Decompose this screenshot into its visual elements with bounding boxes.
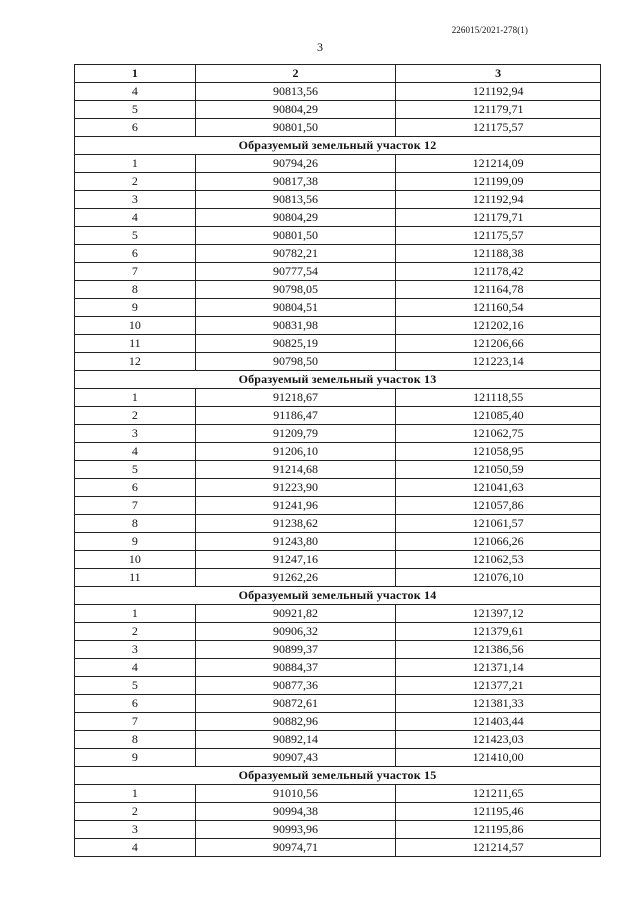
- y-coordinate-cell: 121076,10: [396, 569, 601, 587]
- table-row: [75, 83, 601, 101]
- x-coordinate-cell: 90825,19: [195, 335, 396, 353]
- point-number-cell: 7: [75, 713, 196, 731]
- point-number-cell: 6: [75, 479, 196, 497]
- y-coordinate-cell: 121057,86: [396, 497, 601, 515]
- table-row: [75, 695, 601, 713]
- x-coordinate-cell: 90801,50: [195, 227, 396, 245]
- x-coordinate-cell: 91223,90: [195, 479, 396, 497]
- point-number-cell: 3: [75, 425, 196, 443]
- point-number-cell: 4: [75, 443, 196, 461]
- point-number-cell: 7: [75, 263, 196, 281]
- y-coordinate-cell: 121202,16: [396, 317, 601, 335]
- y-coordinate-cell: 121206,66: [396, 335, 601, 353]
- table-row: [75, 407, 601, 425]
- y-coordinate-cell: 121214,57: [396, 839, 601, 857]
- point-number-cell: 7: [75, 497, 196, 515]
- y-coordinate-cell: 121160,54: [396, 299, 601, 317]
- table-row: [75, 425, 601, 443]
- y-coordinate-cell: 121403,44: [396, 713, 601, 731]
- table-row: [75, 731, 601, 749]
- point-number-cell: 5: [75, 677, 196, 695]
- point-number-cell: 1: [75, 389, 196, 407]
- section-header-row: [75, 137, 601, 155]
- point-number-cell: 1: [75, 605, 196, 623]
- x-coordinate-cell: 91262,26: [195, 569, 396, 587]
- table-row: [75, 659, 601, 677]
- x-coordinate-cell: 90794,26: [195, 155, 396, 173]
- point-number-cell: 2: [75, 407, 196, 425]
- table-row: [75, 119, 601, 137]
- y-coordinate-cell: 121188,38: [396, 245, 601, 263]
- table-row: [75, 191, 601, 209]
- table-row: [75, 677, 601, 695]
- y-coordinate-cell: 121192,94: [396, 83, 601, 101]
- y-coordinate-cell: 121061,57: [396, 515, 601, 533]
- x-coordinate-cell: 90782,21: [195, 245, 396, 263]
- point-number-cell: 4: [75, 209, 196, 227]
- point-number-cell: 3: [75, 191, 196, 209]
- coordinates-table: [74, 64, 601, 857]
- table-row: [75, 497, 601, 515]
- y-coordinate-cell: 121199,09: [396, 173, 601, 191]
- point-number-cell: 6: [75, 119, 196, 137]
- x-coordinate-cell: 91241,96: [195, 497, 396, 515]
- x-coordinate-cell: 90974,71: [195, 839, 396, 857]
- table-header-row: [75, 65, 601, 83]
- point-number-cell: 9: [75, 749, 196, 767]
- table-row: [75, 299, 601, 317]
- table-row: [75, 245, 601, 263]
- x-coordinate-cell: 91243,80: [195, 533, 396, 551]
- x-coordinate-cell: 91238,62: [195, 515, 396, 533]
- point-number-cell: 3: [75, 641, 196, 659]
- table-row: [75, 389, 601, 407]
- table-row: [75, 569, 601, 587]
- point-number-cell: 6: [75, 245, 196, 263]
- x-coordinate-cell: 90813,56: [195, 191, 396, 209]
- y-coordinate-cell: 121214,09: [396, 155, 601, 173]
- point-number-cell: 4: [75, 839, 196, 857]
- point-number-cell: 5: [75, 461, 196, 479]
- point-number-cell: 4: [75, 659, 196, 677]
- x-coordinate-cell: 91214,68: [195, 461, 396, 479]
- table-row: [75, 713, 601, 731]
- point-number-cell: 5: [75, 101, 196, 119]
- point-number-cell: 4: [75, 83, 196, 101]
- table-row: [75, 641, 601, 659]
- x-coordinate-cell: 90804,29: [195, 101, 396, 119]
- y-coordinate-cell: 121379,61: [396, 623, 601, 641]
- x-coordinate-cell: 90872,61: [195, 695, 396, 713]
- x-coordinate-cell: 90994,38: [195, 803, 396, 821]
- y-coordinate-cell: 121066,26: [396, 533, 601, 551]
- y-coordinate-cell: 121377,21: [396, 677, 601, 695]
- point-number-cell: 6: [75, 695, 196, 713]
- point-number-cell: 2: [75, 803, 196, 821]
- point-number-cell: 5: [75, 227, 196, 245]
- table-row: [75, 353, 601, 371]
- x-coordinate-cell: 91218,67: [195, 389, 396, 407]
- table-row: [75, 443, 601, 461]
- y-coordinate-cell: 121192,94: [396, 191, 601, 209]
- y-coordinate-cell: 121386,56: [396, 641, 601, 659]
- y-coordinate-cell: 121164,78: [396, 281, 601, 299]
- table-row: [75, 173, 601, 191]
- y-coordinate-cell: 121062,53: [396, 551, 601, 569]
- section-header-row: [75, 587, 601, 605]
- table-row: [75, 551, 601, 569]
- x-coordinate-cell: 90798,50: [195, 353, 396, 371]
- y-coordinate-cell: 121058,95: [396, 443, 601, 461]
- table-row: [75, 515, 601, 533]
- y-coordinate-cell: 121371,14: [396, 659, 601, 677]
- column-header: 1: [75, 65, 196, 83]
- table-row: [75, 461, 601, 479]
- table-row: [75, 263, 601, 281]
- x-coordinate-cell: 90817,38: [195, 173, 396, 191]
- x-coordinate-cell: 90884,37: [195, 659, 396, 677]
- table-row: [75, 785, 601, 803]
- section-title: Образуемый земельный участок 12: [75, 137, 601, 155]
- x-coordinate-cell: 90882,96: [195, 713, 396, 731]
- x-coordinate-cell: 90907,43: [195, 749, 396, 767]
- table-row: [75, 227, 601, 245]
- table-row: [75, 803, 601, 821]
- table-row: [75, 281, 601, 299]
- table-row: [75, 155, 601, 173]
- table-row: [75, 749, 601, 767]
- y-coordinate-cell: 121118,55: [396, 389, 601, 407]
- y-coordinate-cell: 121410,00: [396, 749, 601, 767]
- section-title: Образуемый земельный участок 14: [75, 587, 601, 605]
- y-coordinate-cell: 121179,71: [396, 209, 601, 227]
- x-coordinate-cell: 91247,16: [195, 551, 396, 569]
- table-row: [75, 821, 601, 839]
- y-coordinate-cell: 121381,33: [396, 695, 601, 713]
- column-header: 2: [195, 65, 396, 83]
- x-coordinate-cell: 90993,96: [195, 821, 396, 839]
- table-body: [75, 83, 601, 857]
- point-number-cell: 10: [75, 317, 196, 335]
- section-header-row: [75, 371, 601, 389]
- x-coordinate-cell: 90892,14: [195, 731, 396, 749]
- section-title: Образуемый земельный участок 15: [75, 767, 601, 785]
- point-number-cell: 3: [75, 821, 196, 839]
- table-row: [75, 479, 601, 497]
- table-row: [75, 317, 601, 335]
- x-coordinate-cell: 90801,50: [195, 119, 396, 137]
- y-coordinate-cell: 121178,42: [396, 263, 601, 281]
- x-coordinate-cell: 90804,51: [195, 299, 396, 317]
- y-coordinate-cell: 121179,71: [396, 101, 601, 119]
- point-number-cell: 12: [75, 353, 196, 371]
- point-number-cell: 1: [75, 785, 196, 803]
- table-row: [75, 101, 601, 119]
- section-title: Образуемый земельный участок 13: [75, 371, 601, 389]
- point-number-cell: 10: [75, 551, 196, 569]
- section-header-row: [75, 767, 601, 785]
- table-row: [75, 839, 601, 857]
- document-id: 226015/2021-278(1): [451, 25, 528, 35]
- x-coordinate-cell: 90906,32: [195, 623, 396, 641]
- point-number-cell: 9: [75, 299, 196, 317]
- point-number-cell: 8: [75, 281, 196, 299]
- table-row: [75, 533, 601, 551]
- point-number-cell: 8: [75, 515, 196, 533]
- x-coordinate-cell: 90798,05: [195, 281, 396, 299]
- point-number-cell: 8: [75, 731, 196, 749]
- x-coordinate-cell: 91206,10: [195, 443, 396, 461]
- x-coordinate-cell: 90877,36: [195, 677, 396, 695]
- x-coordinate-cell: 90813,56: [195, 83, 396, 101]
- y-coordinate-cell: 121423,03: [396, 731, 601, 749]
- y-coordinate-cell: 121175,57: [396, 227, 601, 245]
- y-coordinate-cell: 121223,14: [396, 353, 601, 371]
- x-coordinate-cell: 90899,37: [195, 641, 396, 659]
- point-number-cell: 2: [75, 623, 196, 641]
- column-header: 3: [396, 65, 601, 83]
- y-coordinate-cell: 121062,75: [396, 425, 601, 443]
- y-coordinate-cell: 121041,63: [396, 479, 601, 497]
- point-number-cell: 2: [75, 173, 196, 191]
- y-coordinate-cell: 121085,40: [396, 407, 601, 425]
- x-coordinate-cell: 91209,79: [195, 425, 396, 443]
- point-number-cell: 9: [75, 533, 196, 551]
- y-coordinate-cell: 121397,12: [396, 605, 601, 623]
- y-coordinate-cell: 121175,57: [396, 119, 601, 137]
- x-coordinate-cell: 91186,47: [195, 407, 396, 425]
- table-row: [75, 209, 601, 227]
- point-number-cell: 1: [75, 155, 196, 173]
- x-coordinate-cell: 90831,98: [195, 317, 396, 335]
- x-coordinate-cell: 90921,82: [195, 605, 396, 623]
- y-coordinate-cell: 121195,46: [396, 803, 601, 821]
- y-coordinate-cell: 121211,65: [396, 785, 601, 803]
- x-coordinate-cell: 91010,56: [195, 785, 396, 803]
- table-row: [75, 605, 601, 623]
- table-row: [75, 623, 601, 641]
- point-number-cell: 11: [75, 335, 196, 353]
- table-row: [75, 335, 601, 353]
- y-coordinate-cell: 121195,86: [396, 821, 601, 839]
- point-number-cell: 11: [75, 569, 196, 587]
- x-coordinate-cell: 90777,54: [195, 263, 396, 281]
- x-coordinate-cell: 90804,29: [195, 209, 396, 227]
- page-number: 3: [317, 40, 323, 54]
- y-coordinate-cell: 121050,59: [396, 461, 601, 479]
